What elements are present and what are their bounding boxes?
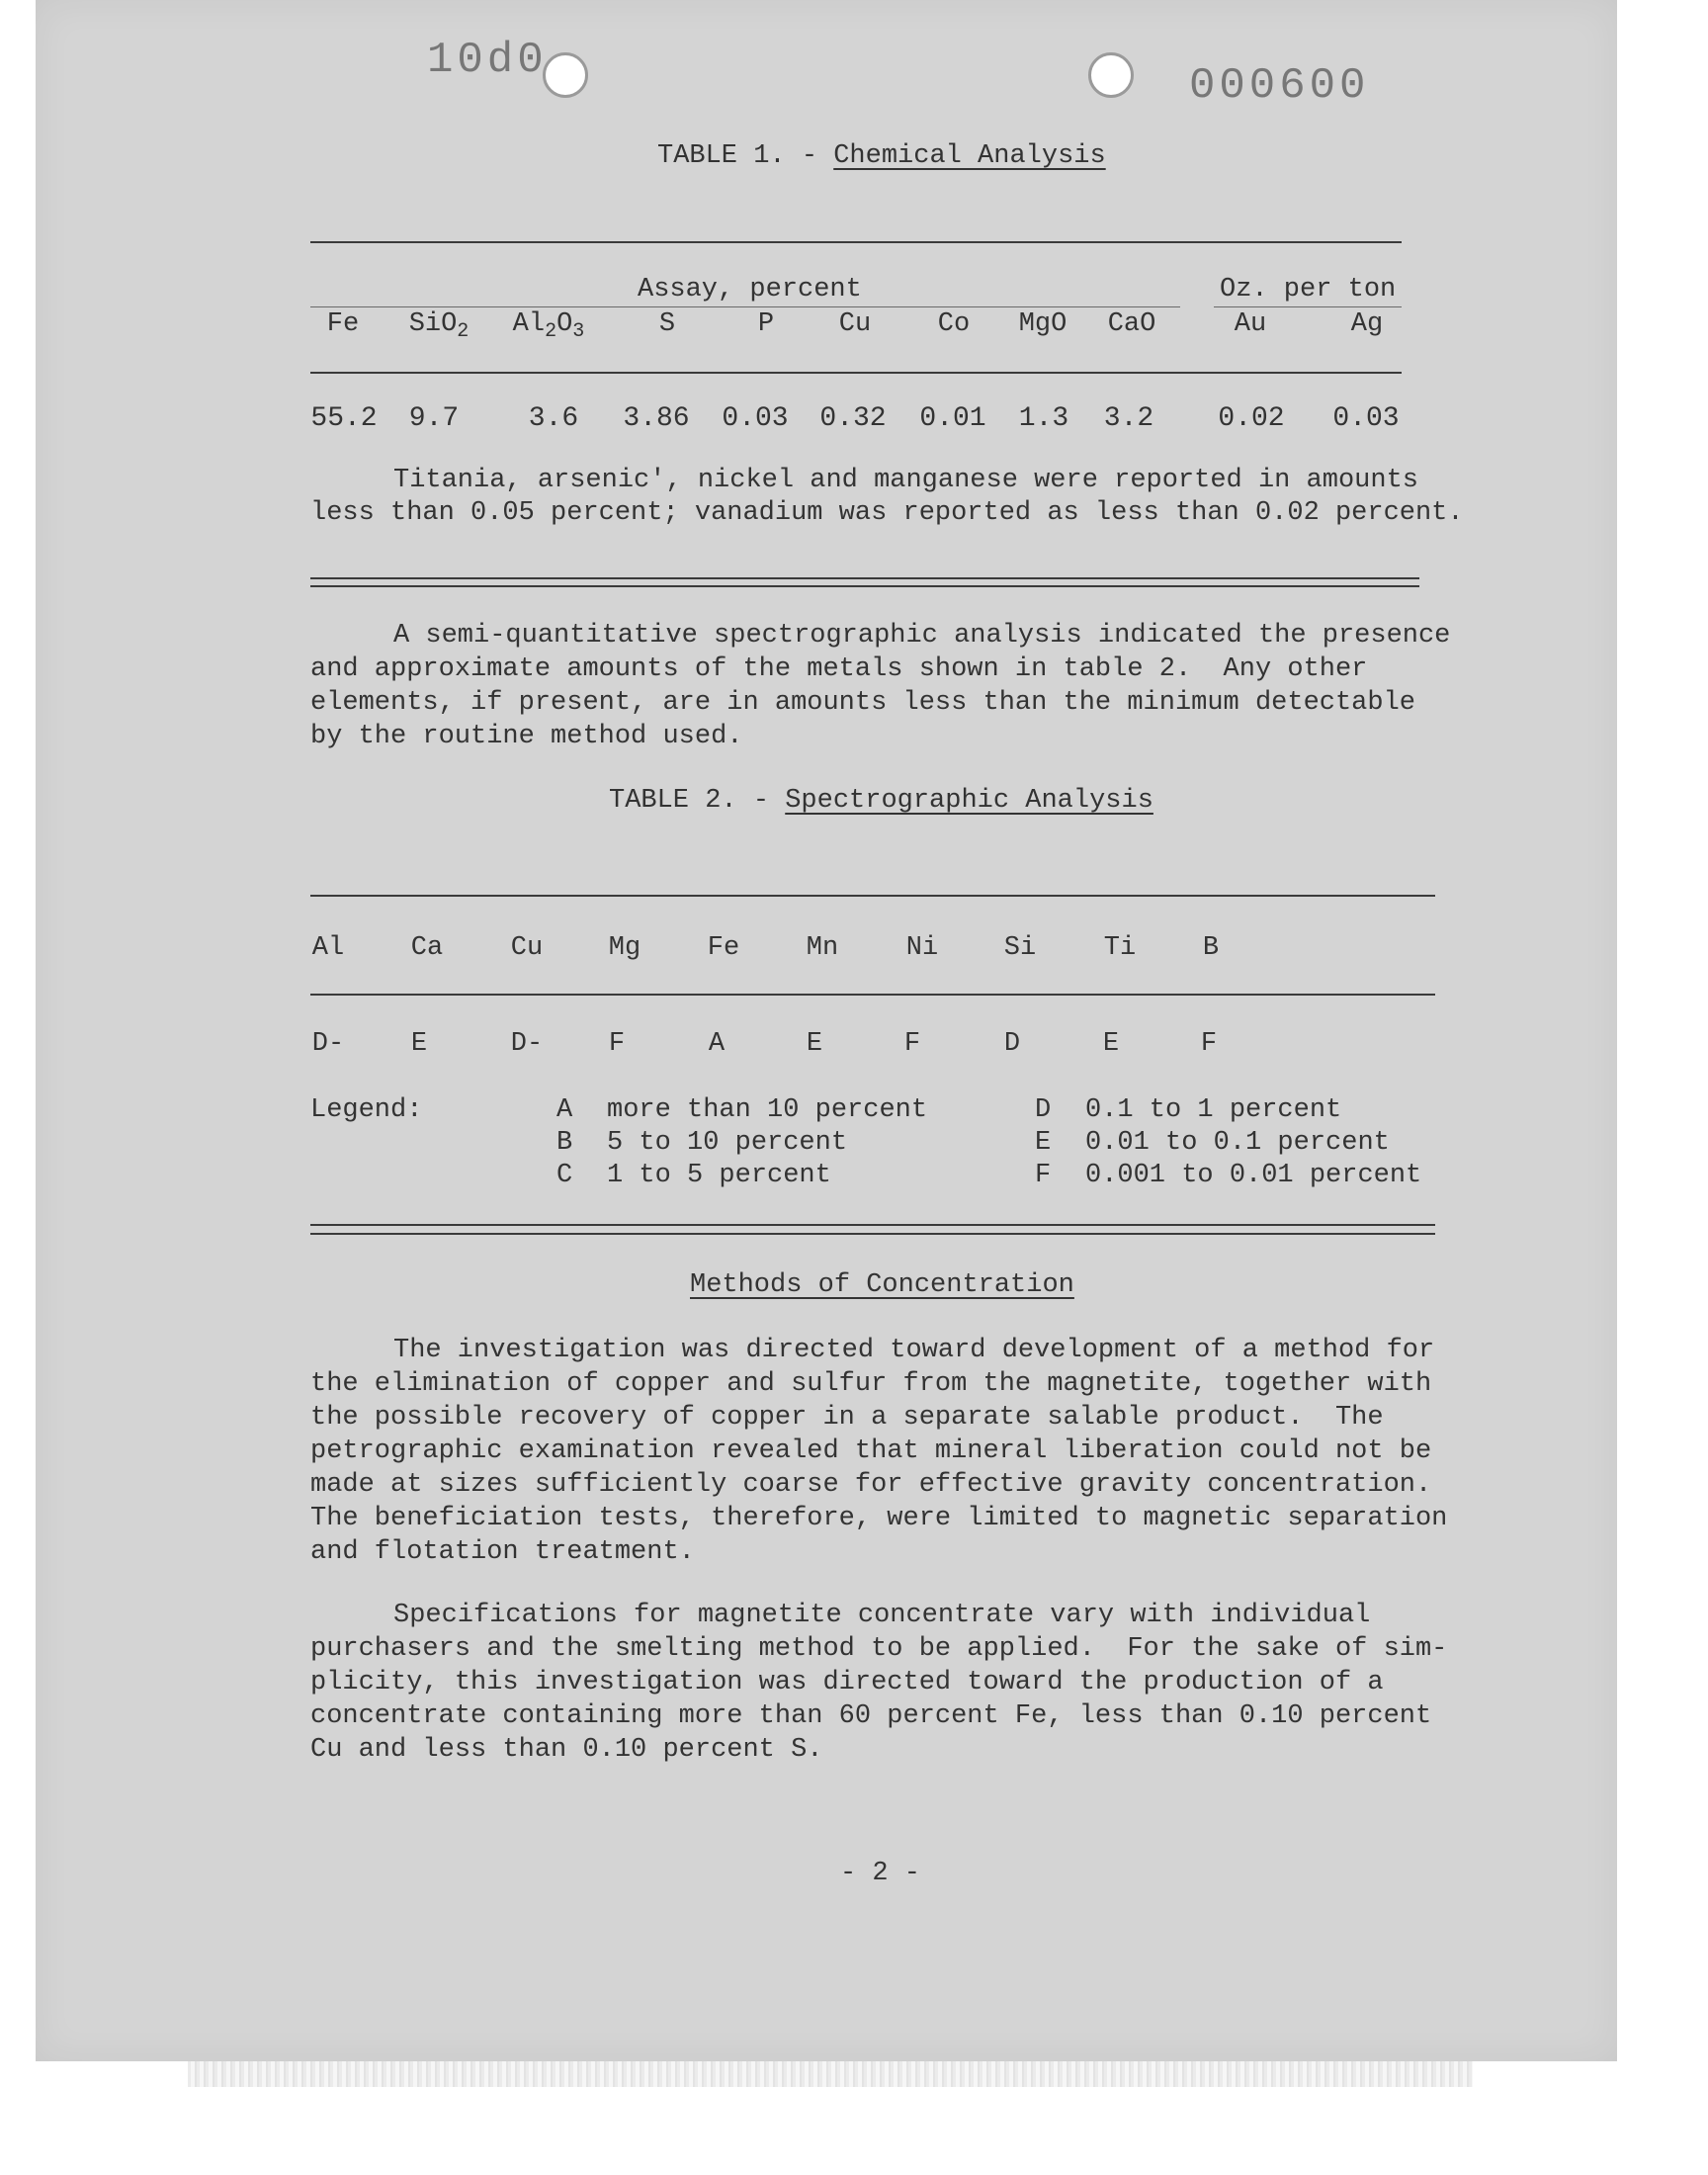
grade-al: D- <box>311 1029 345 1059</box>
methods-para-line3: the possible recovery of copper in a separate salable product. The <box>310 1403 1384 1433</box>
punch-hole-right <box>1088 52 1134 98</box>
legend-text-c: 1 to 5 percent <box>607 1161 831 1190</box>
methods-para-line7: and flotation treatment. <box>310 1537 695 1567</box>
assay-group-header: Assay, percent <box>638 275 862 304</box>
element-ca: Ca <box>410 933 444 963</box>
grade-ni: F <box>903 1029 921 1059</box>
legend-code-b: B <box>556 1128 573 1158</box>
element-cu: Cu <box>510 933 544 963</box>
legend-text-e: 0.01 to 0.1 percent <box>1085 1128 1390 1158</box>
element-mn: Mn <box>806 933 839 963</box>
methods-para-line2: the elimination of copper and sulfur from the magnetite, together with <box>310 1369 1432 1399</box>
col-header-ag: Ag <box>1350 309 1384 339</box>
methods-para-line5: made at sizes sufficiently coarse for effective gravity concentration. <box>310 1470 1432 1500</box>
element-fe: Fe <box>707 933 740 963</box>
legend-code-f: F <box>1035 1161 1052 1190</box>
table1-name: Chemical Analysis <box>833 141 1106 171</box>
oz-group-rule <box>1214 306 1402 307</box>
grade-ca: E <box>410 1029 428 1059</box>
double-rule-1b <box>310 585 1419 587</box>
col-header-au: Au <box>1234 309 1267 339</box>
legend-text-a: more than 10 percent <box>607 1095 928 1125</box>
table1-note-line1: Titania, arsenic', nickel and manganese were reported in amounts <box>393 466 1418 495</box>
col-header-cu: Cu <box>838 309 872 339</box>
grade-fe: A <box>708 1029 726 1059</box>
element-b: B <box>1202 933 1220 963</box>
section-heading: Methods of Concentration <box>690 1270 1074 1300</box>
table1-label: TABLE 1. - <box>657 141 834 171</box>
grade-mg: F <box>608 1029 626 1059</box>
table2-name: Spectrographic Analysis <box>785 786 1153 816</box>
col-header-al2o3: $Al_2O_3$ <box>512 309 585 343</box>
specs-para-line4: concentrate containing more than 60 percent Fe, less than 0.10 percent <box>310 1701 1432 1731</box>
specs-para-line1: Specifications for magnetite concentrate vary with individual <box>393 1601 1371 1630</box>
col-header-p: P <box>757 309 775 339</box>
grade-mn: E <box>806 1029 823 1059</box>
legend-text-f: 0.001 to 0.01 percent <box>1085 1161 1422 1190</box>
value-cu: 0.32 <box>819 403 887 434</box>
value-p: 0.03 <box>722 403 789 434</box>
grade-b: F <box>1200 1029 1218 1059</box>
table1-title <box>657 141 1106 171</box>
assay-group-rule <box>310 306 1180 307</box>
element-ti: Ti <box>1103 933 1137 963</box>
table2-header-rule <box>310 994 1435 996</box>
spectro-intro-line3: elements, if present, are in amounts less than the minimum detectable <box>310 688 1415 718</box>
col-header-fe: Fe <box>326 309 360 339</box>
page-stamp-right: 000600 <box>1189 61 1370 111</box>
value-mgo: 1.3 <box>1018 403 1069 434</box>
legend-code-d: D <box>1035 1095 1052 1125</box>
element-ni: Ni <box>905 933 939 963</box>
page-number: - 2 - <box>840 1859 921 1888</box>
legend-text-b: 5 to 10 percent <box>607 1128 848 1158</box>
table2-top-rule <box>310 895 1435 897</box>
double-rule-2b <box>310 1233 1435 1235</box>
table1-note-line2: less than 0.05 percent; vanadium was reported as less than 0.02 percent. <box>310 498 1464 528</box>
value-au: 0.02 <box>1218 403 1285 434</box>
specs-para-line2: purchasers and the smelting method to be applied. For the sake of sim- <box>310 1634 1448 1664</box>
col-header-s: S <box>658 309 676 339</box>
col-header-co: Co <box>937 309 971 339</box>
legend-code-a: A <box>556 1095 573 1125</box>
punch-hole-left <box>543 52 588 98</box>
col-header-mgo: MgO <box>1018 309 1068 339</box>
grade-ti: E <box>1102 1029 1120 1059</box>
legend-text-d: 0.1 to 1 percent <box>1085 1095 1342 1125</box>
spectro-intro-line2: and approximate amounts of the metals shown in table 2. Any other <box>310 654 1368 684</box>
scan-artifact <box>188 2061 1473 2087</box>
legend-code-e: E <box>1035 1128 1052 1158</box>
table2-title <box>609 786 1153 816</box>
specs-para-line5: Cu and less than 0.10 percent S. <box>310 1735 823 1765</box>
legend-label: Legend: <box>310 1095 423 1125</box>
value-s: 3.86 <box>623 403 690 434</box>
value-al2o3: 3.6 <box>528 403 579 434</box>
value-sio2: 9.7 <box>408 403 460 434</box>
element-si: Si <box>1003 933 1037 963</box>
grade-cu: D- <box>510 1029 544 1059</box>
grade-si: D <box>1003 1029 1021 1059</box>
methods-para-line1: The investigation was directed toward development of a method for <box>393 1336 1435 1365</box>
value-co: 0.01 <box>919 403 986 434</box>
spectro-intro-line4: by the routine method used. <box>310 722 743 751</box>
element-mg: Mg <box>608 933 641 963</box>
table1-top-rule <box>310 241 1402 243</box>
double-rule-2a <box>310 1224 1435 1226</box>
value-ag: 0.03 <box>1332 403 1400 434</box>
specs-para-line3: plicity, this investigation was directed toward the production of a <box>310 1668 1384 1697</box>
element-al: Al <box>311 933 345 963</box>
oz-group-header: Oz. per ton <box>1220 275 1397 304</box>
spectro-intro-line1: A semi-quantitative spectrographic analysis indicated the presence <box>393 621 1451 651</box>
methods-para-line6: The beneficiation tests, therefore, were limited to magnetic separation <box>310 1504 1448 1533</box>
methods-para-line4: petrographic examination revealed that mineral liberation could not be <box>310 1436 1432 1466</box>
value-fe: 55.2 <box>310 403 378 434</box>
double-rule-1a <box>310 577 1419 579</box>
col-header-sio2: SiO$_2$ <box>408 309 470 343</box>
legend-code-c: C <box>556 1161 573 1190</box>
table1-header-rule <box>310 372 1402 374</box>
table2-label: TABLE 2. - <box>609 786 786 816</box>
value-cao: 3.2 <box>1103 403 1154 434</box>
page-stamp-left: 10d0 <box>427 36 548 85</box>
col-header-cao: CaO <box>1107 309 1156 339</box>
